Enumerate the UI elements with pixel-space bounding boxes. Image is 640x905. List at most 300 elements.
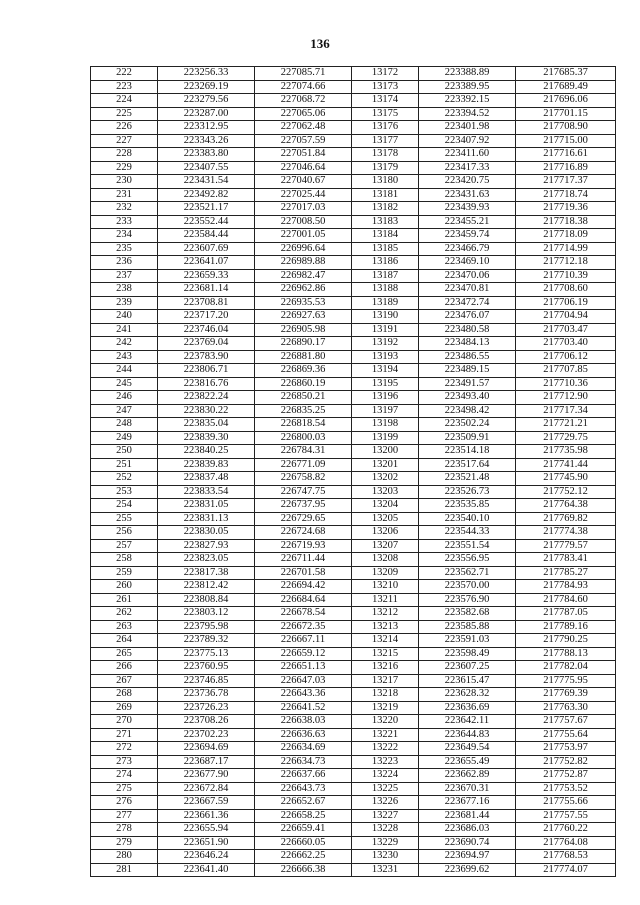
table-row	[91, 512, 616, 526]
y-coordinate-b-cell: 217717.34	[516, 404, 616, 418]
point-number-b-cell: 13182	[352, 202, 419, 216]
table-row	[91, 526, 616, 540]
x-coordinate-a-cell: 223831.13	[158, 512, 255, 526]
y-coordinate-a-cell: 226818.54	[255, 418, 352, 432]
point-number-a-cell: 239	[91, 296, 158, 310]
point-number-b-cell: 13189	[352, 296, 419, 310]
table-row	[91, 863, 616, 877]
x-coordinate-a-cell: 223655.94	[158, 823, 255, 837]
x-coordinate-b-cell: 223649.54	[419, 742, 516, 756]
table-row	[91, 161, 616, 175]
point-number-a-cell: 250	[91, 445, 158, 459]
x-coordinate-b-cell: 223484.13	[419, 337, 516, 351]
point-number-a-cell: 223	[91, 80, 158, 94]
y-coordinate-b-cell: 217764.08	[516, 836, 616, 850]
x-coordinate-a-cell: 223760.95	[158, 661, 255, 675]
point-number-b-cell: 13181	[352, 188, 419, 202]
y-coordinate-a-cell: 226881.80	[255, 350, 352, 364]
y-coordinate-b-cell: 217706.12	[516, 350, 616, 364]
y-coordinate-a-cell: 227062.48	[255, 121, 352, 135]
point-number-a-cell: 249	[91, 431, 158, 445]
point-number-a-cell: 258	[91, 553, 158, 567]
table-row	[91, 256, 616, 270]
x-coordinate-b-cell: 223431.63	[419, 188, 516, 202]
x-coordinate-b-cell: 223476.07	[419, 310, 516, 324]
x-coordinate-a-cell: 223795.98	[158, 620, 255, 634]
x-coordinate-a-cell: 223840.25	[158, 445, 255, 459]
y-coordinate-a-cell: 227017.03	[255, 202, 352, 216]
table-row	[91, 701, 616, 715]
y-coordinate-b-cell: 217774.38	[516, 526, 616, 540]
y-coordinate-b-cell: 217752.12	[516, 485, 616, 499]
y-coordinate-b-cell: 217763.30	[516, 701, 616, 715]
x-coordinate-a-cell: 223431.54	[158, 175, 255, 189]
x-coordinate-b-cell: 223570.00	[419, 580, 516, 594]
point-number-a-cell: 231	[91, 188, 158, 202]
x-coordinate-a-cell: 223383.80	[158, 148, 255, 162]
y-coordinate-b-cell: 217708.90	[516, 121, 616, 135]
x-coordinate-b-cell: 223480.58	[419, 323, 516, 337]
x-coordinate-a-cell: 223584.44	[158, 229, 255, 243]
x-coordinate-b-cell: 223582.68	[419, 607, 516, 621]
x-coordinate-b-cell: 223655.49	[419, 755, 516, 769]
page-number: 136	[310, 36, 330, 51]
point-number-a-cell: 235	[91, 242, 158, 256]
x-coordinate-b-cell: 223389.95	[419, 80, 516, 94]
table-row	[91, 94, 616, 108]
y-coordinate-b-cell: 217701.15	[516, 107, 616, 121]
point-number-a-cell: 234	[91, 229, 158, 243]
point-number-b-cell: 13173	[352, 80, 419, 94]
y-coordinate-a-cell: 226724.68	[255, 526, 352, 540]
y-coordinate-a-cell: 226643.73	[255, 782, 352, 796]
point-number-b-cell: 13209	[352, 566, 419, 580]
point-number-a-cell: 251	[91, 458, 158, 472]
x-coordinate-a-cell: 223717.20	[158, 310, 255, 324]
table-row	[91, 688, 616, 702]
x-coordinate-a-cell: 223736.78	[158, 688, 255, 702]
x-coordinate-a-cell: 223552.44	[158, 215, 255, 229]
point-number-a-cell: 248	[91, 418, 158, 432]
x-coordinate-b-cell: 223644.83	[419, 728, 516, 742]
x-coordinate-b-cell: 223540.10	[419, 512, 516, 526]
x-coordinate-b-cell: 223420.75	[419, 175, 516, 189]
x-coordinate-b-cell: 223470.06	[419, 269, 516, 283]
x-coordinate-b-cell: 223401.98	[419, 121, 516, 135]
y-coordinate-a-cell: 226667.11	[255, 634, 352, 648]
table-row	[91, 674, 616, 688]
y-coordinate-b-cell: 217703.47	[516, 323, 616, 337]
point-number-b-cell: 13179	[352, 161, 419, 175]
point-number-b-cell: 13215	[352, 647, 419, 661]
point-number-a-cell: 259	[91, 566, 158, 580]
y-coordinate-b-cell: 217729.75	[516, 431, 616, 445]
x-coordinate-a-cell: 223256.33	[158, 67, 255, 81]
x-coordinate-b-cell: 223598.49	[419, 647, 516, 661]
point-number-a-cell: 262	[91, 607, 158, 621]
y-coordinate-a-cell: 226729.65	[255, 512, 352, 526]
x-coordinate-a-cell: 223492.82	[158, 188, 255, 202]
x-coordinate-a-cell: 223641.07	[158, 256, 255, 270]
table-row	[91, 431, 616, 445]
x-coordinate-b-cell: 223394.52	[419, 107, 516, 121]
table-row	[91, 593, 616, 607]
table-row	[91, 553, 616, 567]
point-number-b-cell: 13188	[352, 283, 419, 297]
point-number-b-cell: 13201	[352, 458, 419, 472]
x-coordinate-a-cell: 223816.76	[158, 377, 255, 391]
x-coordinate-b-cell: 223670.31	[419, 782, 516, 796]
point-number-b-cell: 13177	[352, 134, 419, 148]
y-coordinate-b-cell: 217710.36	[516, 377, 616, 391]
point-number-b-cell: 13223	[352, 755, 419, 769]
x-coordinate-a-cell: 223312.95	[158, 121, 255, 135]
table-row	[91, 782, 616, 796]
y-coordinate-a-cell: 226662.25	[255, 850, 352, 864]
y-coordinate-b-cell: 217787.05	[516, 607, 616, 621]
x-coordinate-a-cell: 223521.17	[158, 202, 255, 216]
y-coordinate-a-cell: 227008.50	[255, 215, 352, 229]
x-coordinate-a-cell: 223646.24	[158, 850, 255, 864]
y-coordinate-a-cell: 226996.64	[255, 242, 352, 256]
x-coordinate-a-cell: 223343.26	[158, 134, 255, 148]
x-coordinate-a-cell: 223726.23	[158, 701, 255, 715]
x-coordinate-b-cell: 223470.81	[419, 283, 516, 297]
table-row	[91, 755, 616, 769]
x-coordinate-b-cell: 223491.57	[419, 377, 516, 391]
y-coordinate-a-cell: 226982.47	[255, 269, 352, 283]
point-number-a-cell: 236	[91, 256, 158, 270]
y-coordinate-a-cell: 226636.63	[255, 728, 352, 742]
x-coordinate-b-cell: 223694.97	[419, 850, 516, 864]
y-coordinate-a-cell: 226678.54	[255, 607, 352, 621]
table-row	[91, 148, 616, 162]
x-coordinate-b-cell: 223535.85	[419, 499, 516, 513]
x-coordinate-b-cell: 223642.11	[419, 715, 516, 729]
point-number-b-cell: 13192	[352, 337, 419, 351]
point-number-a-cell: 263	[91, 620, 158, 634]
point-number-b-cell: 13221	[352, 728, 419, 742]
y-coordinate-a-cell: 226666.38	[255, 863, 352, 877]
point-number-b-cell: 13230	[352, 850, 419, 864]
y-coordinate-a-cell: 226719.93	[255, 539, 352, 553]
x-coordinate-a-cell: 223789.32	[158, 634, 255, 648]
x-coordinate-a-cell: 223823.05	[158, 553, 255, 567]
y-coordinate-b-cell: 217712.18	[516, 256, 616, 270]
y-coordinate-a-cell: 226711.44	[255, 553, 352, 567]
x-coordinate-b-cell: 223417.33	[419, 161, 516, 175]
table-row	[91, 188, 616, 202]
x-coordinate-a-cell: 223702.23	[158, 728, 255, 742]
point-number-a-cell: 229	[91, 161, 158, 175]
y-coordinate-a-cell: 226659.12	[255, 647, 352, 661]
x-coordinate-b-cell: 223585.88	[419, 620, 516, 634]
point-number-a-cell: 247	[91, 404, 158, 418]
y-coordinate-b-cell: 217769.39	[516, 688, 616, 702]
table-row	[91, 661, 616, 675]
x-coordinate-b-cell: 223677.16	[419, 796, 516, 810]
y-coordinate-a-cell: 226860.19	[255, 377, 352, 391]
point-number-b-cell: 13224	[352, 769, 419, 783]
y-coordinate-b-cell: 217718.09	[516, 229, 616, 243]
x-coordinate-a-cell: 223708.26	[158, 715, 255, 729]
x-coordinate-a-cell: 223817.38	[158, 566, 255, 580]
table-row	[91, 445, 616, 459]
x-coordinate-b-cell: 223489.15	[419, 364, 516, 378]
y-coordinate-a-cell: 226962.86	[255, 283, 352, 297]
x-coordinate-b-cell: 223690.74	[419, 836, 516, 850]
point-number-b-cell: 13197	[352, 404, 419, 418]
point-number-b-cell: 13212	[352, 607, 419, 621]
point-number-a-cell: 253	[91, 485, 158, 499]
y-coordinate-b-cell: 217789.16	[516, 620, 616, 634]
y-coordinate-b-cell: 217721.21	[516, 418, 616, 432]
y-coordinate-a-cell: 227025.44	[255, 188, 352, 202]
table-row	[91, 404, 616, 418]
y-coordinate-a-cell: 226658.25	[255, 809, 352, 823]
point-number-b-cell: 13231	[352, 863, 419, 877]
y-coordinate-b-cell: 217714.99	[516, 242, 616, 256]
x-coordinate-a-cell: 223677.90	[158, 769, 255, 783]
point-number-a-cell: 252	[91, 472, 158, 486]
y-coordinate-a-cell: 226652.67	[255, 796, 352, 810]
y-coordinate-b-cell: 217753.52	[516, 782, 616, 796]
y-coordinate-b-cell: 217718.38	[516, 215, 616, 229]
x-coordinate-a-cell: 223769.04	[158, 337, 255, 351]
x-coordinate-b-cell: 223493.40	[419, 391, 516, 405]
point-number-b-cell: 13172	[352, 67, 419, 81]
y-coordinate-a-cell: 226905.98	[255, 323, 352, 337]
y-coordinate-b-cell: 217755.64	[516, 728, 616, 742]
x-coordinate-a-cell: 223808.84	[158, 593, 255, 607]
point-number-b-cell: 13220	[352, 715, 419, 729]
point-number-a-cell: 277	[91, 809, 158, 823]
y-coordinate-a-cell: 226747.75	[255, 485, 352, 499]
y-coordinate-b-cell: 217716.61	[516, 148, 616, 162]
table-row	[91, 809, 616, 823]
point-number-a-cell: 273	[91, 755, 158, 769]
table-row	[91, 364, 616, 378]
point-number-b-cell: 13194	[352, 364, 419, 378]
y-coordinate-b-cell: 217752.87	[516, 769, 616, 783]
x-coordinate-a-cell: 223746.85	[158, 674, 255, 688]
y-coordinate-a-cell: 226641.52	[255, 701, 352, 715]
point-number-b-cell: 13214	[352, 634, 419, 648]
table-row	[91, 485, 616, 499]
coordinates-table-body	[91, 67, 616, 877]
y-coordinate-b-cell: 217753.97	[516, 742, 616, 756]
point-number-b-cell: 13204	[352, 499, 419, 513]
point-number-b-cell: 13187	[352, 269, 419, 283]
x-coordinate-a-cell: 223661.36	[158, 809, 255, 823]
table-row	[91, 175, 616, 189]
point-number-b-cell: 13226	[352, 796, 419, 810]
table-row	[91, 377, 616, 391]
table-row	[91, 472, 616, 486]
x-coordinate-b-cell: 223562.71	[419, 566, 516, 580]
point-number-a-cell: 245	[91, 377, 158, 391]
point-number-a-cell: 226	[91, 121, 158, 135]
y-coordinate-b-cell: 217784.60	[516, 593, 616, 607]
y-coordinate-a-cell: 226638.03	[255, 715, 352, 729]
table-row	[91, 229, 616, 243]
x-coordinate-b-cell: 223486.55	[419, 350, 516, 364]
x-coordinate-b-cell: 223576.90	[419, 593, 516, 607]
x-coordinate-a-cell: 223830.22	[158, 404, 255, 418]
y-coordinate-b-cell: 217790.25	[516, 634, 616, 648]
point-number-b-cell: 13174	[352, 94, 419, 108]
point-number-b-cell: 13196	[352, 391, 419, 405]
coordinates-table	[90, 66, 616, 877]
point-number-a-cell: 265	[91, 647, 158, 661]
table-row	[91, 296, 616, 310]
x-coordinate-a-cell: 223822.24	[158, 391, 255, 405]
y-coordinate-b-cell: 217696.06	[516, 94, 616, 108]
x-coordinate-b-cell: 223455.21	[419, 215, 516, 229]
y-coordinate-b-cell: 217760.22	[516, 823, 616, 837]
table-row	[91, 580, 616, 594]
table-row	[91, 769, 616, 783]
y-coordinate-b-cell: 217689.49	[516, 80, 616, 94]
point-number-a-cell: 272	[91, 742, 158, 756]
y-coordinate-b-cell: 217757.55	[516, 809, 616, 823]
x-coordinate-b-cell: 223498.42	[419, 404, 516, 418]
y-coordinate-b-cell: 217735.98	[516, 445, 616, 459]
y-coordinate-b-cell: 217784.93	[516, 580, 616, 594]
table-row	[91, 202, 616, 216]
table-row	[91, 728, 616, 742]
point-number-a-cell: 276	[91, 796, 158, 810]
point-number-a-cell: 257	[91, 539, 158, 553]
table-row	[91, 418, 616, 432]
point-number-b-cell: 13178	[352, 148, 419, 162]
x-coordinate-b-cell: 223556.95	[419, 553, 516, 567]
y-coordinate-a-cell: 226659.41	[255, 823, 352, 837]
x-coordinate-a-cell: 223279.56	[158, 94, 255, 108]
x-coordinate-a-cell: 223830.05	[158, 526, 255, 540]
point-number-b-cell: 13225	[352, 782, 419, 796]
point-number-b-cell: 13229	[352, 836, 419, 850]
y-coordinate-b-cell: 217782.04	[516, 661, 616, 675]
y-coordinate-b-cell: 217704.94	[516, 310, 616, 324]
x-coordinate-b-cell: 223388.89	[419, 67, 516, 81]
x-coordinate-a-cell: 223775.13	[158, 647, 255, 661]
table-row	[91, 107, 616, 121]
table-row	[91, 715, 616, 729]
y-coordinate-a-cell: 226672.35	[255, 620, 352, 634]
point-number-b-cell: 13219	[352, 701, 419, 715]
y-coordinate-a-cell: 226935.53	[255, 296, 352, 310]
point-number-a-cell: 269	[91, 701, 158, 715]
point-number-b-cell: 13206	[352, 526, 419, 540]
x-coordinate-a-cell: 223746.04	[158, 323, 255, 337]
table-row	[91, 499, 616, 513]
y-coordinate-b-cell: 217707.85	[516, 364, 616, 378]
table-row	[91, 80, 616, 94]
x-coordinate-a-cell: 223694.69	[158, 742, 255, 756]
point-number-b-cell: 13186	[352, 256, 419, 270]
point-number-b-cell: 13227	[352, 809, 419, 823]
table-row	[91, 634, 616, 648]
point-number-b-cell: 13217	[352, 674, 419, 688]
y-coordinate-b-cell: 217712.90	[516, 391, 616, 405]
y-coordinate-b-cell: 217783.41	[516, 553, 616, 567]
table-row	[91, 242, 616, 256]
x-coordinate-b-cell: 223392.15	[419, 94, 516, 108]
y-coordinate-b-cell: 217710.39	[516, 269, 616, 283]
point-number-a-cell: 238	[91, 283, 158, 297]
table-row	[91, 283, 616, 297]
point-number-a-cell: 240	[91, 310, 158, 324]
y-coordinate-a-cell: 226800.03	[255, 431, 352, 445]
y-coordinate-a-cell: 226660.05	[255, 836, 352, 850]
x-coordinate-b-cell: 223628.32	[419, 688, 516, 702]
x-coordinate-b-cell: 223681.44	[419, 809, 516, 823]
point-number-b-cell: 13213	[352, 620, 419, 634]
y-coordinate-b-cell: 217779.57	[516, 539, 616, 553]
x-coordinate-a-cell: 223672.84	[158, 782, 255, 796]
point-number-a-cell: 264	[91, 634, 158, 648]
point-number-b-cell: 13208	[352, 553, 419, 567]
x-coordinate-a-cell: 223659.33	[158, 269, 255, 283]
table-row	[91, 850, 616, 864]
x-coordinate-b-cell: 223544.33	[419, 526, 516, 540]
point-number-b-cell: 13200	[352, 445, 419, 459]
y-coordinate-a-cell: 226637.66	[255, 769, 352, 783]
point-number-a-cell: 241	[91, 323, 158, 337]
point-number-a-cell: 255	[91, 512, 158, 526]
point-number-b-cell: 13195	[352, 377, 419, 391]
point-number-a-cell: 224	[91, 94, 158, 108]
x-coordinate-b-cell: 223439.93	[419, 202, 516, 216]
y-coordinate-b-cell: 217719.36	[516, 202, 616, 216]
point-number-a-cell: 278	[91, 823, 158, 837]
point-number-a-cell: 271	[91, 728, 158, 742]
y-coordinate-b-cell: 217717.37	[516, 175, 616, 189]
y-coordinate-b-cell: 217706.19	[516, 296, 616, 310]
x-coordinate-a-cell: 223269.19	[158, 80, 255, 94]
point-number-b-cell: 13199	[352, 431, 419, 445]
point-number-a-cell: 275	[91, 782, 158, 796]
table-row	[91, 134, 616, 148]
table-row	[91, 607, 616, 621]
y-coordinate-a-cell: 226643.36	[255, 688, 352, 702]
point-number-a-cell: 242	[91, 337, 158, 351]
point-number-a-cell: 274	[91, 769, 158, 783]
point-number-b-cell: 13202	[352, 472, 419, 486]
x-coordinate-a-cell: 223833.54	[158, 485, 255, 499]
y-coordinate-b-cell: 217785.27	[516, 566, 616, 580]
point-number-a-cell: 244	[91, 364, 158, 378]
y-coordinate-b-cell: 217768.53	[516, 850, 616, 864]
x-coordinate-a-cell: 223651.90	[158, 836, 255, 850]
point-number-a-cell: 237	[91, 269, 158, 283]
point-number-b-cell: 13207	[352, 539, 419, 553]
y-coordinate-a-cell: 226758.82	[255, 472, 352, 486]
point-number-b-cell: 13176	[352, 121, 419, 135]
x-coordinate-a-cell: 223783.90	[158, 350, 255, 364]
x-coordinate-a-cell: 223839.30	[158, 431, 255, 445]
y-coordinate-a-cell: 226989.88	[255, 256, 352, 270]
x-coordinate-a-cell: 223641.40	[158, 863, 255, 877]
x-coordinate-b-cell: 223509.91	[419, 431, 516, 445]
point-number-a-cell: 266	[91, 661, 158, 675]
y-coordinate-a-cell: 227057.59	[255, 134, 352, 148]
point-number-b-cell: 13218	[352, 688, 419, 702]
y-coordinate-a-cell: 226927.63	[255, 310, 352, 324]
y-coordinate-a-cell: 226890.17	[255, 337, 352, 351]
y-coordinate-b-cell: 217788.13	[516, 647, 616, 661]
